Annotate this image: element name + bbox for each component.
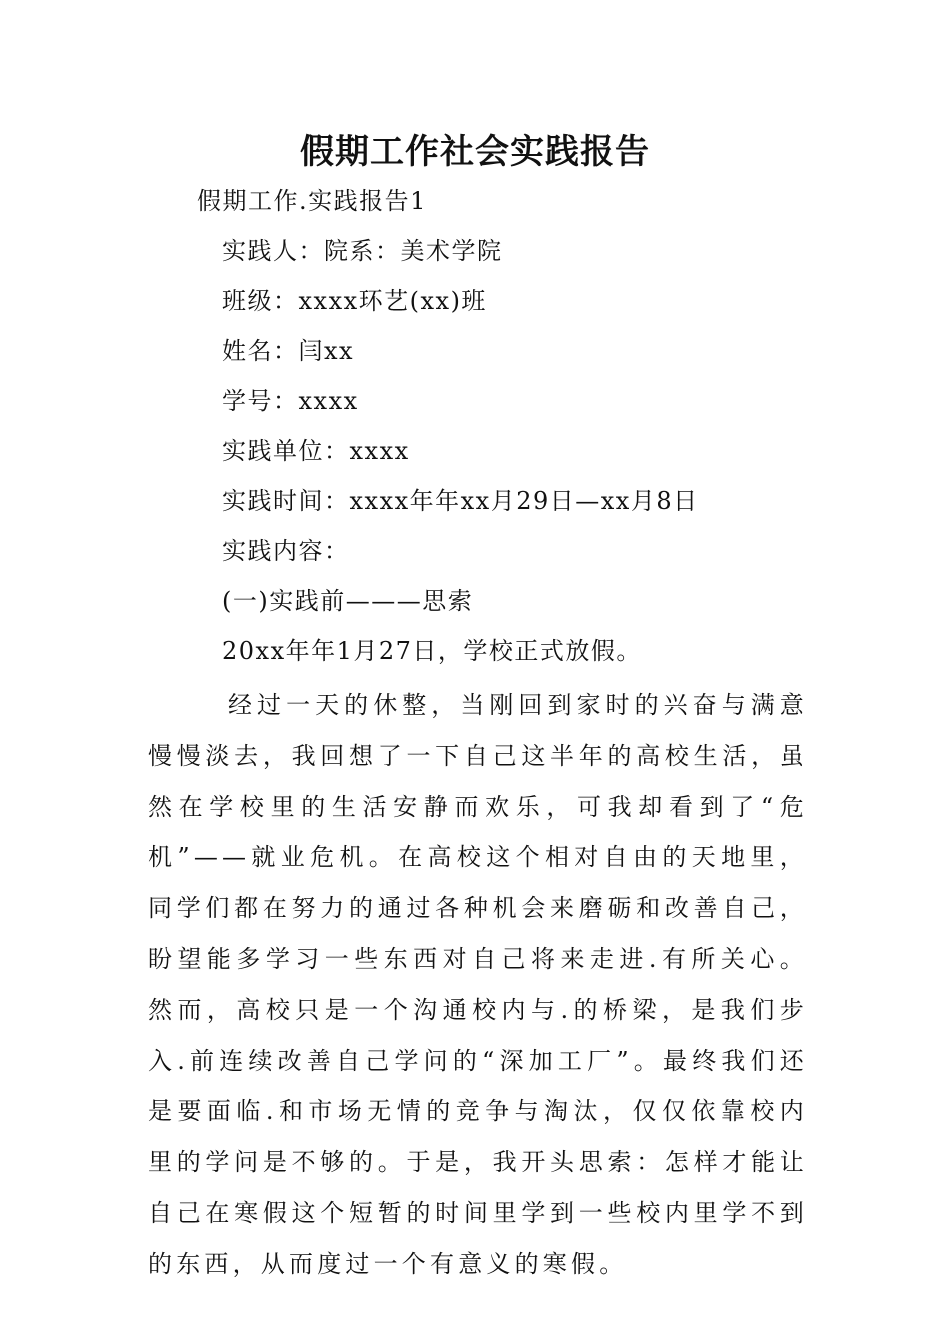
name-line: 姓名：闫xx xyxy=(222,337,355,365)
practice-content-heading: 实践内容： xyxy=(222,537,350,565)
class-line: 班级：xxxx环艺(xx)班 xyxy=(222,287,487,315)
document-title: 假期工作社会实践报告 xyxy=(300,132,650,172)
report-subtitle: 假期工作.实践报告1 xyxy=(197,187,427,215)
student-id-line: 学号：xxxx xyxy=(222,387,359,415)
practitioner-line: 实践人：院系：美术学院 xyxy=(222,237,503,265)
date-line: 20xx年年1月27日，学校正式放假。 xyxy=(222,637,642,665)
practice-unit-line: 实践单位：xxxx xyxy=(222,437,410,465)
body-paragraph: 经过一天的休整，当刚回到家时的兴奋与满意慢慢淡去，我回想了一下自己这半年的高校生活，虽然在学校里的生活安静而欢乐，可我却看到了“危机”——就业危机。在高校这个相对自由的天地里，同学们都在努力的通过各种机会来磨砺和改善自己，盼望能多学习一些东西对自己将来走进.有所关心。然而，高校只是一个沟通校内与.的桥梁，是我们步入.前连续改善自己学问的“深加工厂”。最终我们还是要面临.和市场无情的竞争与淘汰，仅仅依靠校内里的学问是不够的。于是，我开头思索：怎样才能让自己在寒假这个短暂的时间里学到一些校内里学不到的东西，从而度过一个有意义的寒假。 xyxy=(148,691,808,1278)
section-heading: (一)实践前———思索 xyxy=(222,587,474,615)
practice-time-line: 实践时间：xxxx年年xx月29日—xx月8日 xyxy=(222,487,699,515)
